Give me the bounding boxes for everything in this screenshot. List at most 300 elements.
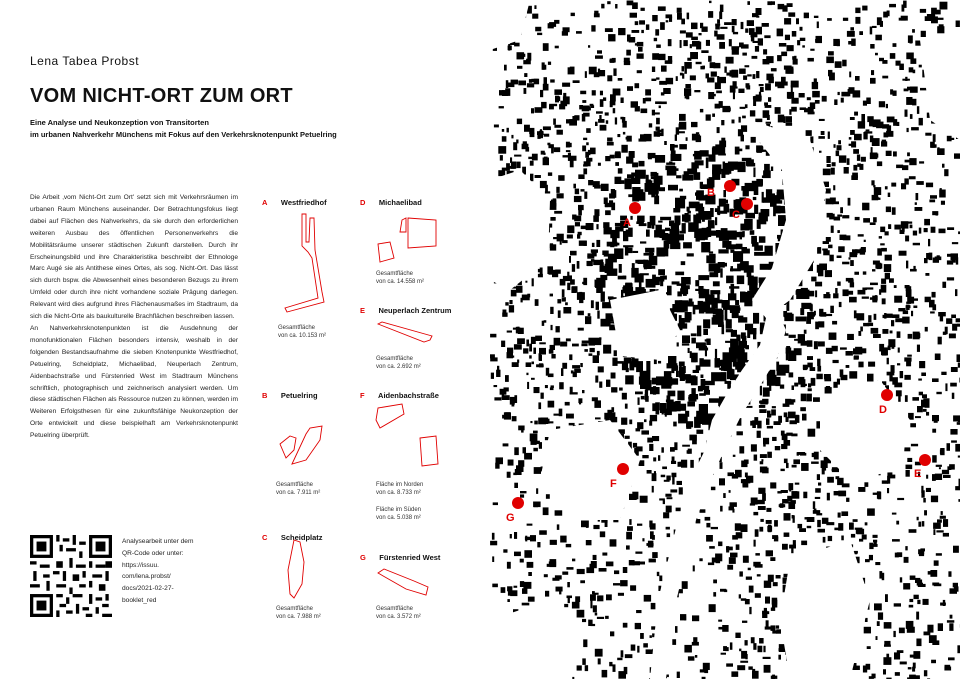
building-block [503, 549, 507, 552]
building-block [699, 33, 702, 35]
building-block [544, 153, 546, 155]
building-block [915, 416, 921, 418]
building-block [739, 69, 746, 74]
building-block [607, 1, 610, 4]
building-block [696, 62, 702, 64]
building-block [926, 488, 931, 492]
building-block [942, 470, 949, 474]
building-block [640, 496, 648, 503]
building-block [713, 281, 720, 286]
building-block [577, 610, 585, 618]
building-block [793, 459, 800, 464]
building-block [677, 672, 680, 678]
building-block [784, 533, 790, 537]
building-block [906, 305, 910, 310]
site-d-heading [360, 192, 422, 210]
building-block [886, 314, 893, 318]
building-block [906, 53, 914, 60]
building-block [766, 122, 771, 124]
building-block [676, 76, 678, 81]
building-block [902, 317, 909, 324]
building-block [627, 526, 633, 531]
building-block [742, 621, 747, 623]
building-block [703, 329, 708, 335]
building-block [905, 395, 908, 402]
building-block [850, 27, 854, 30]
building-block [559, 382, 564, 389]
building-block [698, 275, 709, 280]
page-title: VOM NICHT-ORT ZUM ORT [30, 85, 293, 107]
building-block [870, 27, 873, 35]
pin-e-label: E [914, 468, 922, 480]
building-block [593, 355, 599, 363]
building-block [689, 202, 700, 209]
building-block [656, 127, 660, 131]
building-block [910, 58, 916, 64]
building-block [507, 352, 514, 358]
building-block [894, 296, 902, 303]
building-block [757, 574, 761, 576]
building-block [677, 391, 684, 401]
building-block [514, 155, 521, 157]
building-block [537, 133, 540, 139]
building-block [918, 522, 921, 527]
building-block [611, 387, 617, 392]
building-block [532, 278, 534, 286]
building-block [882, 480, 888, 483]
building-block [544, 419, 550, 424]
building-block [675, 626, 678, 633]
building-block [682, 66, 685, 71]
building-block [759, 405, 765, 408]
building-block [817, 247, 821, 253]
building-block [577, 261, 580, 269]
building-block [893, 631, 895, 637]
building-block [514, 43, 520, 47]
building-block [594, 13, 600, 17]
building-block [917, 333, 920, 338]
building-block [526, 340, 529, 347]
building-block [815, 282, 822, 287]
building-block [540, 90, 543, 97]
building-block [740, 261, 749, 268]
building-block [569, 423, 575, 426]
building-block [804, 330, 807, 334]
building-block [571, 287, 576, 293]
building-block [933, 529, 935, 535]
building-block [870, 136, 873, 143]
building-block [941, 201, 945, 205]
building-block [729, 244, 737, 249]
building-block [638, 47, 643, 52]
building-block [570, 251, 577, 256]
building-block [934, 418, 938, 423]
building-block [717, 19, 720, 23]
building-block [647, 470, 652, 474]
building-block [889, 4, 896, 7]
building-block [661, 382, 671, 389]
building-block [953, 583, 958, 588]
building-block [904, 447, 910, 451]
building-block [816, 421, 820, 428]
building-block [566, 338, 571, 341]
building-block [786, 116, 792, 123]
building-block [631, 173, 637, 177]
building-block [956, 257, 958, 264]
building-block [932, 378, 939, 382]
building-block [635, 83, 640, 88]
building-block [777, 29, 784, 37]
building-block [522, 603, 530, 606]
building-block [874, 541, 877, 545]
building-block [837, 40, 840, 46]
building-block [887, 488, 889, 493]
building-block [658, 221, 662, 223]
building-block [609, 412, 616, 418]
building-block [567, 235, 573, 239]
subtitle [30, 117, 430, 141]
building-block [756, 71, 759, 78]
building-block [645, 89, 651, 95]
building-block [867, 646, 871, 649]
building-block [641, 30, 644, 33]
building-block [932, 455, 937, 462]
pin-c[interactable] [741, 198, 753, 210]
building-block [874, 314, 877, 320]
building-block [867, 374, 874, 382]
building-block [834, 144, 836, 148]
building-block [620, 117, 623, 120]
building-block [533, 431, 538, 434]
building-block [669, 221, 674, 227]
building-block [537, 542, 540, 547]
building-block [644, 419, 647, 422]
building-block [840, 207, 843, 213]
building-block [656, 191, 658, 197]
building-block [533, 448, 538, 452]
building-block [935, 474, 942, 480]
building-block [711, 527, 718, 529]
building-block [952, 256, 956, 263]
building-block [816, 374, 822, 380]
building-block [530, 133, 535, 138]
building-block [750, 110, 755, 116]
building-block [632, 263, 635, 273]
building-block [600, 259, 603, 263]
building-block [880, 227, 885, 233]
building-block [952, 393, 955, 399]
building-block [723, 352, 731, 362]
building-block [575, 189, 579, 195]
building-block [885, 273, 890, 280]
building-block [571, 13, 575, 16]
building-block [806, 130, 812, 136]
building-block [744, 219, 753, 230]
building-block [491, 373, 494, 379]
building-block [876, 636, 878, 640]
building-block [719, 141, 726, 148]
building-block [811, 378, 816, 386]
building-block [550, 540, 557, 545]
building-block [753, 313, 759, 324]
building-block [791, 434, 797, 437]
building-block [884, 313, 886, 319]
building-block [933, 258, 939, 263]
building-block [785, 35, 790, 40]
building-block [917, 106, 919, 114]
building-block [647, 438, 653, 443]
building-block [869, 555, 873, 560]
building-block [549, 104, 557, 106]
building-block [864, 482, 868, 487]
building-block [685, 84, 691, 88]
building-block [882, 329, 888, 334]
building-block [924, 632, 931, 636]
building-block [881, 248, 887, 252]
building-block [595, 417, 601, 419]
building-block [764, 665, 771, 673]
building-block [594, 209, 599, 216]
building-block [775, 446, 780, 450]
building-block [831, 168, 835, 175]
building-block [949, 334, 956, 339]
building-block [855, 76, 860, 81]
building-block [871, 180, 874, 185]
building-block [624, 58, 630, 62]
building-block [875, 562, 880, 565]
building-block [920, 548, 925, 551]
building-block [818, 483, 821, 486]
pin-g[interactable] [512, 497, 524, 509]
building-block [692, 358, 696, 362]
building-block [494, 385, 498, 387]
building-block [668, 510, 671, 512]
building-block [892, 207, 896, 215]
building-block [858, 234, 864, 236]
building-block [941, 372, 946, 375]
building-block [793, 540, 796, 546]
site-f-letter: F [360, 391, 365, 400]
building-block [827, 493, 830, 501]
pin-d[interactable] [881, 389, 893, 401]
building-block [672, 473, 677, 478]
building-block [635, 392, 643, 395]
building-block [710, 208, 714, 217]
building-block [600, 91, 603, 96]
site-f-north-label: Fläche im Norden [376, 482, 424, 488]
building-block [684, 616, 686, 620]
building-block [795, 483, 800, 485]
site-f-area-north [376, 481, 423, 497]
building-block [717, 231, 719, 236]
building-block [861, 114, 865, 122]
building-block [554, 338, 561, 346]
building-block [579, 295, 583, 303]
building-block [611, 373, 616, 379]
building-block [749, 607, 751, 614]
building-block [891, 320, 894, 326]
building-block [675, 198, 685, 209]
building-block [828, 70, 832, 76]
building-block [642, 538, 644, 541]
qr-code[interactable] [30, 535, 112, 617]
building-block [605, 616, 609, 619]
building-block [700, 109, 703, 113]
building-block [550, 307, 553, 314]
building-block [879, 101, 885, 107]
building-block [744, 460, 749, 464]
building-block [640, 633, 644, 639]
building-block [652, 15, 658, 21]
building-block [773, 582, 778, 586]
building-block [819, 264, 823, 271]
building-block [572, 116, 579, 121]
building-block [586, 142, 589, 145]
building-block [490, 541, 497, 546]
building-block [544, 134, 550, 137]
building-block [917, 517, 919, 521]
building-block [756, 145, 763, 152]
building-block [798, 524, 803, 528]
building-block [516, 162, 520, 169]
building-block [551, 147, 554, 154]
building-block [657, 572, 660, 576]
building-block [616, 361, 624, 364]
building-block [615, 4, 617, 9]
building-block [866, 664, 871, 670]
building-block [898, 396, 901, 402]
building-block [687, 13, 690, 20]
building-block [849, 297, 857, 303]
building-block [584, 192, 587, 199]
building-block [656, 77, 659, 79]
building-block [943, 600, 945, 606]
building-block [746, 577, 752, 580]
building-block [676, 371, 679, 377]
site-g-name: Fürstenried West [379, 553, 441, 562]
building-block [922, 521, 925, 526]
building-block [947, 443, 951, 451]
building-block [950, 615, 953, 619]
building-block [527, 562, 534, 568]
building-block [720, 268, 722, 277]
building-block [687, 253, 694, 256]
building-block [885, 594, 888, 602]
building-block [757, 500, 764, 504]
building-block [753, 99, 756, 106]
building-block [503, 310, 507, 317]
building-block [709, 398, 720, 403]
building-block [739, 594, 741, 598]
building-block [737, 431, 743, 435]
building-block [583, 138, 587, 140]
building-block [507, 472, 511, 478]
building-block [582, 146, 586, 152]
building-block [772, 535, 778, 539]
building-block [593, 593, 598, 595]
building-block [698, 134, 700, 140]
building-block [921, 373, 926, 377]
building-block [748, 277, 758, 286]
building-block [752, 671, 759, 679]
building-block [933, 134, 936, 142]
building-block [904, 557, 909, 563]
building-block [767, 452, 772, 458]
building-block [700, 23, 703, 28]
building-block [779, 365, 790, 373]
building-block [550, 243, 553, 248]
building-block [713, 592, 716, 597]
building-block [856, 529, 860, 534]
building-block [646, 543, 653, 546]
building-block [820, 312, 826, 317]
building-block [794, 56, 796, 64]
building-block [913, 266, 915, 270]
building-block [562, 297, 566, 301]
building-block [554, 89, 562, 95]
building-block [887, 125, 891, 133]
building-block [762, 611, 767, 618]
pin-f[interactable] [617, 463, 629, 475]
building-block [776, 575, 781, 579]
building-block [886, 654, 889, 659]
building-block [637, 422, 643, 429]
building-block [610, 539, 617, 546]
building-block [572, 215, 576, 220]
site-d-area-label: Gesamtfläche [376, 271, 414, 277]
building-block [810, 367, 816, 371]
building-block [677, 243, 680, 247]
pin-a[interactable] [629, 202, 641, 214]
pin-b[interactable] [724, 180, 736, 192]
building-block [846, 278, 854, 282]
building-block [514, 395, 517, 403]
building-block [588, 338, 595, 346]
building-block [649, 421, 652, 426]
building-block [511, 162, 516, 169]
building-block [742, 53, 747, 56]
building-block [735, 362, 739, 370]
building-block [728, 162, 738, 170]
building-block [710, 290, 720, 294]
building-block [681, 261, 686, 265]
building-block [583, 241, 586, 246]
building-block [753, 512, 758, 515]
building-block [742, 116, 746, 119]
building-block [693, 172, 700, 180]
building-block [586, 540, 592, 545]
building-block [853, 90, 861, 97]
building-block [602, 251, 608, 256]
site-f-north-value: von ca. 8.733 m² [376, 490, 421, 496]
building-block [681, 285, 690, 289]
pin-e[interactable] [919, 454, 931, 466]
building-block [900, 371, 904, 378]
building-block [897, 498, 904, 500]
building-block [505, 302, 508, 305]
building-block [715, 82, 721, 89]
building-block [745, 28, 748, 32]
building-block [715, 349, 717, 359]
building-block [692, 41, 700, 47]
building-block [745, 65, 750, 67]
building-block [558, 175, 564, 181]
building-block [893, 119, 897, 126]
building-block [528, 597, 535, 602]
building-block [609, 662, 612, 666]
building-block [587, 261, 593, 266]
building-block [881, 142, 884, 146]
